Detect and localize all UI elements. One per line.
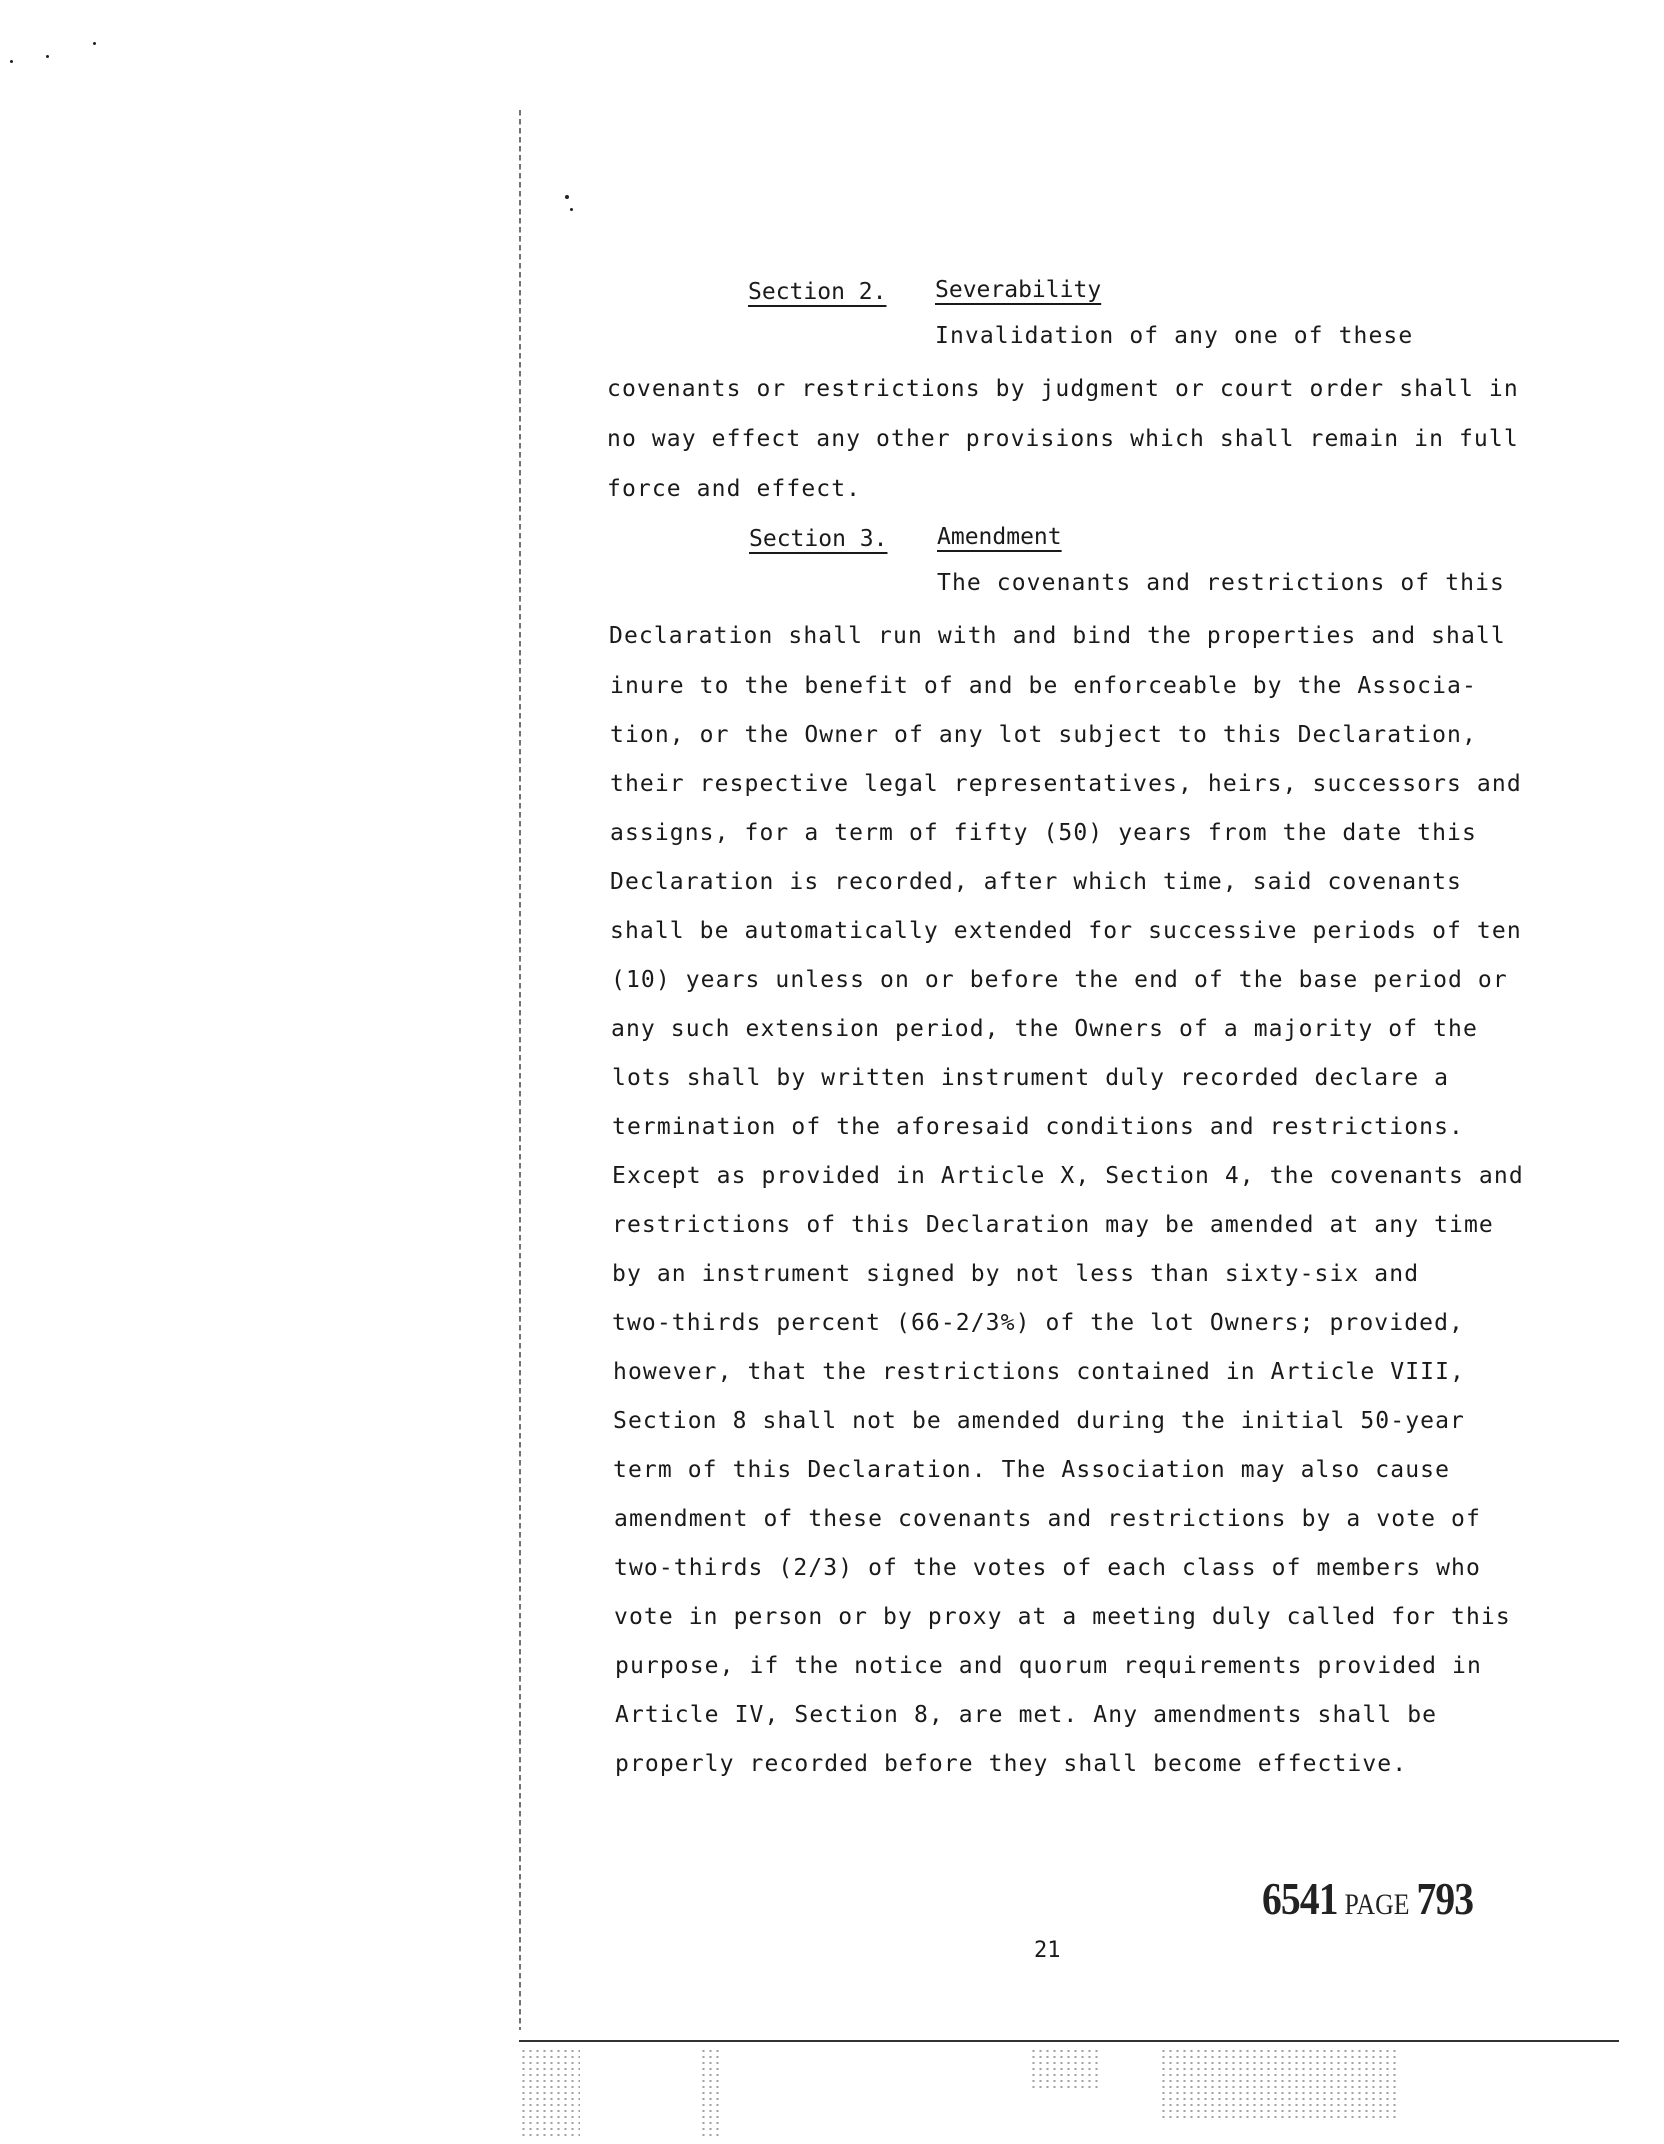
scan-speck xyxy=(93,42,96,45)
section-3-line: vote in person or by proxy at a meeting duly called for this xyxy=(614,1604,1511,1630)
scan-noise xyxy=(520,2048,580,2138)
scan-noise xyxy=(1030,2048,1100,2088)
section-3-line: The covenants and restrictions of this xyxy=(937,570,1505,596)
section-3-line: (10) years unless on or before the end of the base period or xyxy=(611,967,1508,993)
scan-speck xyxy=(570,208,573,211)
section-3-line: Except as provided in Article X, Section 4, the covenants and xyxy=(612,1163,1524,1189)
scan-speck xyxy=(46,55,49,58)
section-2-title: Severability xyxy=(935,277,1102,303)
section-3-line: termination of the aforesaid conditions and restrictions. xyxy=(612,1114,1464,1140)
section-3-line: Declaration is recorded, after which time, said covenants xyxy=(610,869,1462,895)
section-2-label: Section 2. xyxy=(748,279,887,305)
section-3-line: two-thirds percent (66-2/3%) of the lot Owners; provided, xyxy=(612,1310,1464,1336)
scan-speck xyxy=(10,60,13,63)
section-3-line: by an instrument signed by not less than sixty-six and xyxy=(612,1261,1420,1287)
section-3-title: Amendment xyxy=(937,524,1062,550)
section-3-line: properly recorded before they shall become effective. xyxy=(615,1751,1408,1777)
section-3-label: Section 3. xyxy=(749,526,888,552)
book-page-number: 793 xyxy=(1416,1873,1474,1924)
section-3-line: tion, or the Owner of any lot subject to this Declaration, xyxy=(610,722,1477,748)
bottom-rule xyxy=(519,2040,1619,2042)
section-3-line: purpose, if the notice and quorum requirements provided in xyxy=(615,1653,1482,1679)
section-3-line: Article IV, Section 8, are met. Any amendments shall be xyxy=(615,1702,1438,1728)
section-2-line: no way effect any other provisions which shall remain in full xyxy=(607,426,1519,452)
section-3-line: Section 8 shall not be amended during the initial 50-year xyxy=(613,1408,1465,1434)
book-page-stamp xyxy=(1262,1872,1473,1925)
page-label: PAGE xyxy=(1344,1888,1410,1921)
section-3-line: Declaration shall run with and bind the properties and shall xyxy=(609,623,1506,649)
section-3-line: however, that the restrictions contained in Article VIII, xyxy=(613,1359,1465,1385)
book-number: 6541 xyxy=(1262,1873,1338,1924)
section-3-line: term of this Declaration. The Association may also cause xyxy=(613,1457,1451,1483)
section-3-line: assigns, for a term of fifty (50) years from the date this xyxy=(610,820,1477,846)
section-3-line: lots shall by written instrument duly recorded declare a xyxy=(612,1065,1450,1091)
page-number: 21 xyxy=(1034,1938,1061,1963)
left-margin-rule xyxy=(519,110,521,2030)
section-3-line: inure to the benefit of and be enforceable by the Associa- xyxy=(610,673,1477,699)
section-3-line: shall be automatically extended for successive periods of ten xyxy=(610,918,1522,944)
section-2-line: force and effect. xyxy=(607,476,862,502)
scan-noise xyxy=(700,2048,720,2138)
section-3-line: any such extension period, the Owners of a majority of the xyxy=(611,1016,1478,1042)
scan-noise xyxy=(1160,2048,1400,2118)
section-2-line: Invalidation of any one of these xyxy=(935,323,1414,349)
section-3-line: their respective legal representatives, heirs, successors and xyxy=(610,771,1522,797)
section-3-line: two-thirds (2/3) of the votes of each class of members who xyxy=(614,1555,1481,1581)
scan-speck xyxy=(565,195,569,199)
section-2-line: covenants or restrictions by judgment or court order shall in xyxy=(607,376,1519,402)
section-3-line: amendment of these covenants and restrictions by a vote of xyxy=(614,1506,1481,1532)
section-3-line: restrictions of this Declaration may be amended at any time xyxy=(612,1212,1494,1238)
